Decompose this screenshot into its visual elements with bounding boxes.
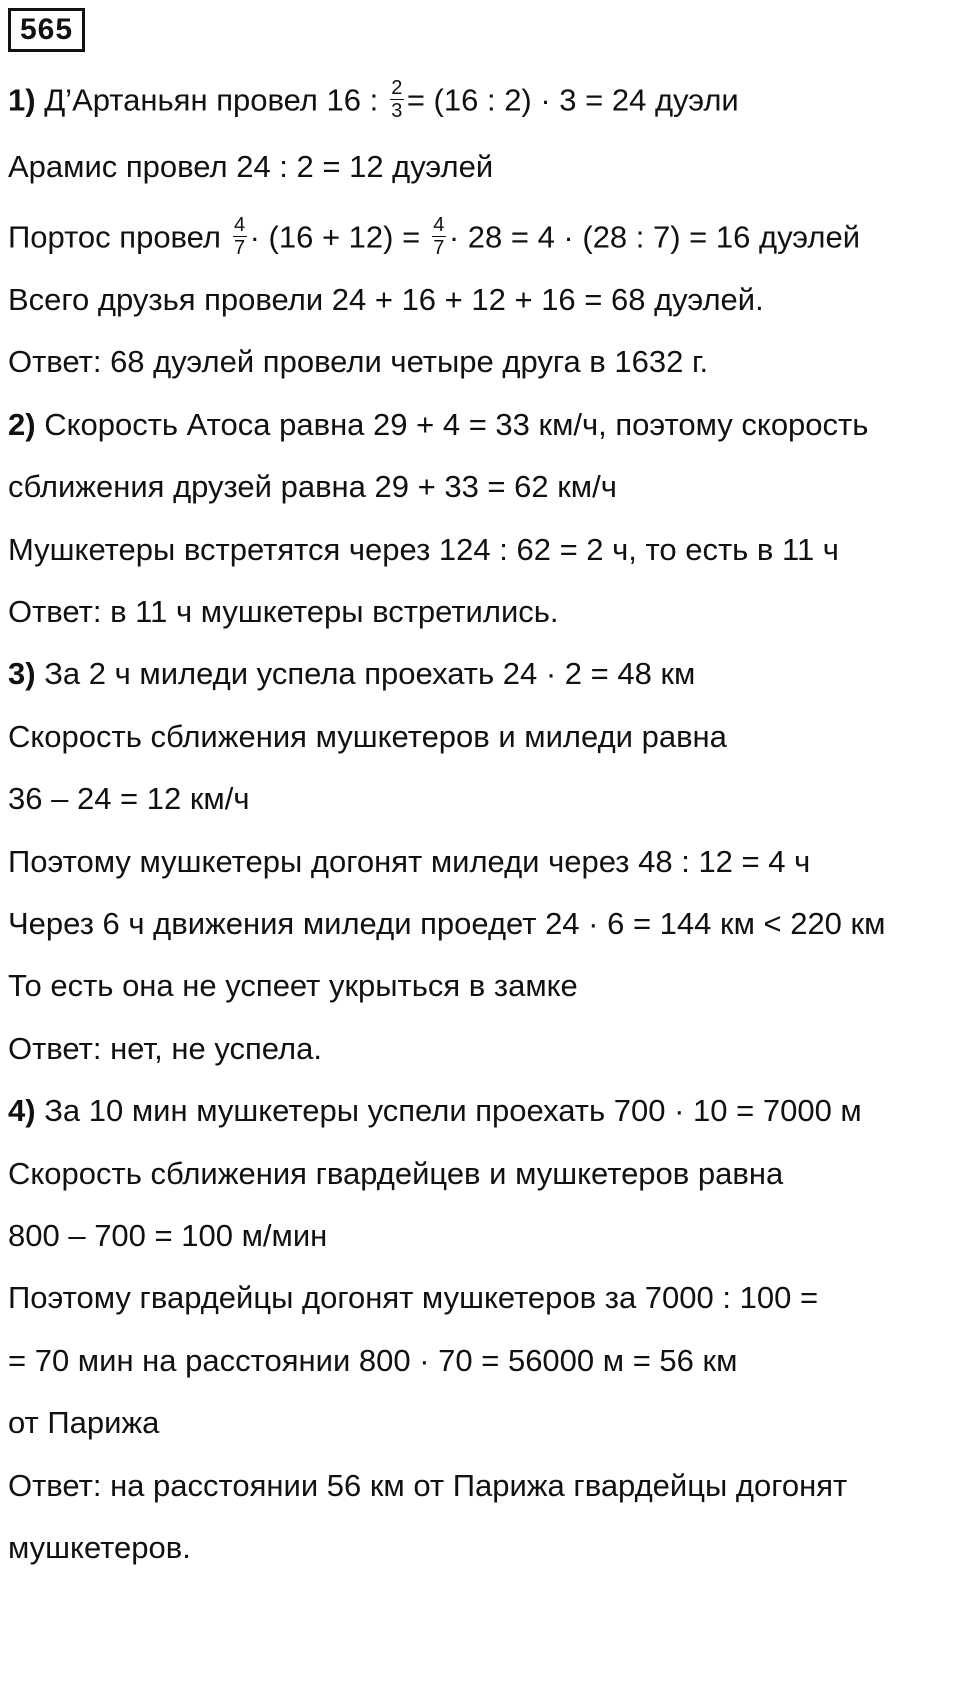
task-number-box: 565: [8, 8, 85, 52]
solution-line-6: [8, 405, 868, 445]
part-3-number: 3): [8, 656, 36, 691]
line-6-text: Скорость Атоса равна 29 + 4 = 33 км/ч, поэтому скорость: [35, 407, 869, 442]
line-1-text-b: = (16 : 2) · 3 = 24 дуэли: [406, 82, 739, 118]
line-17-text: За 10 мин мушкетеры успели проехать 700 · 10 = 7000 м: [35, 1093, 862, 1128]
solution-line-18: Скорость сближения гвардейцев и мушкетеров равна: [8, 1156, 784, 1191]
solution-line-21: = 70 мин на расстоянии 800 · 70 = 56000 м = 56 км: [8, 1343, 738, 1378]
line-3-text-c: · 28 = 4 · (28 : 7) = 16 дуэлей: [448, 219, 861, 255]
solution-line-1: [8, 77, 739, 125]
line-1-text-a: Д’Артаньян провел 16 :: [35, 82, 379, 118]
solution-line-19: 800 – 700 = 100 м/мин: [8, 1218, 328, 1253]
solution-line-12: 36 – 24 = 12 км/ч: [8, 781, 250, 816]
fraction-denominator: 3: [391, 100, 403, 122]
fraction-denominator: 7: [433, 237, 445, 259]
solution-line-16: Ответ: нет, не успела.: [8, 1031, 322, 1066]
fraction-numerator: 4: [234, 214, 246, 236]
fraction-numerator: 2: [391, 77, 403, 99]
solution-line-7: сближения друзей равна 29 + 33 = 62 км/ч: [8, 469, 617, 504]
solution-line-23: Ответ: на расстоянии 56 км от Парижа гвардейцы догонят: [8, 1468, 848, 1503]
line-10-text: За 2 ч миледи успела проехать 24 · 2 = 48 км: [35, 656, 696, 691]
fraction-numerator: 4: [433, 214, 445, 236]
solution-line-11: Скорость сближения мушкетеров и миледи равна: [8, 719, 727, 754]
fraction-two-thirds: [390, 77, 404, 122]
solution-line-15: То есть она не успеет укрыться в замке: [8, 968, 578, 1003]
solution-line-2: Арамис провел 24 : 2 = 12 дуэлей: [8, 149, 494, 184]
solution-line-20: Поэтому гвардейцы догонят мушкетеров за 7000 : 100 =: [8, 1280, 819, 1315]
solution-line-24: мушкетеров.: [8, 1530, 191, 1565]
solution-line-22: от Парижа: [8, 1405, 160, 1440]
part-4-number: 4): [8, 1093, 36, 1128]
line-3-text-a: Портос провел: [8, 219, 221, 255]
solution-line-8: Мушкетеры встретятся через 124 : 62 = 2 ч, то есть в 11 ч: [8, 532, 839, 567]
fraction-four-sevenths-1: [233, 214, 247, 259]
solution-line-17: [8, 1091, 862, 1131]
solution-line-14: Через 6 ч движения миледи проедет 24 · 6 = 144 км < 220 км: [8, 906, 886, 941]
solution-line-3: [8, 214, 861, 262]
solution-line-4: Всего друзья провели 24 + 16 + 12 + 16 = 68 дуэлей.: [8, 282, 764, 317]
solution-line-9: Ответ: в 11 ч мушкетеры встретились.: [8, 594, 559, 629]
solution-line-5: Ответ: 68 дуэлей провели четыре друга в 1632 г.: [8, 344, 709, 379]
solution-line-13: Поэтому мушкетеры догонят миледи через 48 : 12 = 4 ч: [8, 844, 811, 879]
solution-line-10: [8, 654, 695, 694]
fraction-four-sevenths-2: [432, 214, 446, 259]
fraction-denominator: 7: [234, 237, 246, 259]
part-2-number: 2): [8, 407, 36, 442]
part-1-number: 1): [8, 82, 36, 118]
line-3-text-b: · (16 + 12) =: [249, 219, 421, 255]
